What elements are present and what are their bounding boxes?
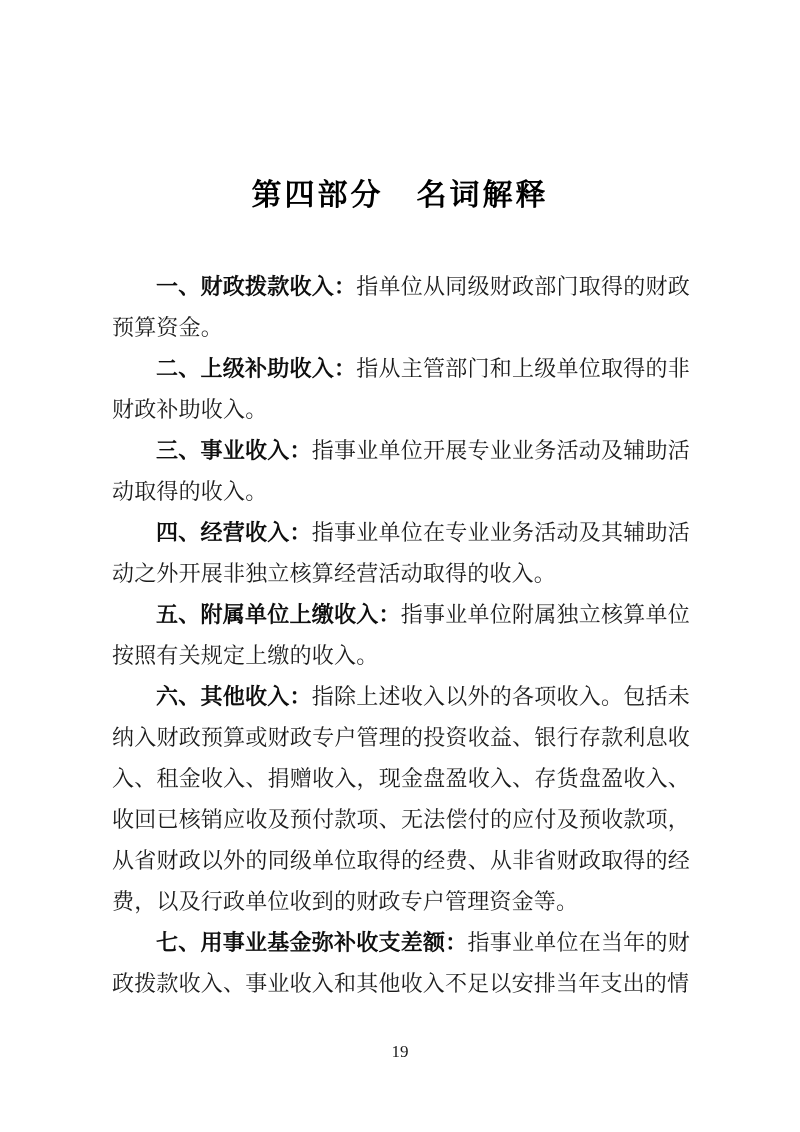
term-label: 三、事业收入： bbox=[156, 438, 312, 463]
definition-paragraph bbox=[112, 594, 690, 676]
term-label: 二、上级补助收入： bbox=[156, 356, 357, 381]
definition-paragraph bbox=[112, 676, 690, 922]
term-label: 四、经营收入： bbox=[156, 520, 312, 545]
term-label: 六、其他收入： bbox=[156, 684, 312, 709]
definition-text: 指单位从同级财政部门取得的财政预算资金。 bbox=[112, 274, 690, 340]
definition-text: 指事业单位附属独立核算单位按照有关规定上缴的收入。 bbox=[112, 602, 691, 668]
page-number: 19 bbox=[391, 1042, 409, 1061]
term-label: 七、用事业基金弥补收支差额： bbox=[156, 930, 468, 955]
definition-paragraph bbox=[112, 922, 690, 1004]
definition-text: 指事业单位在专业业务活动及其辅助活动之外开展非独立核算经营活动取得的收入。 bbox=[112, 520, 690, 586]
definition-text: 指除上述收入以外的各项收入。包括未纳入财政预算或财政专户管理的投资收益、银行存款利息收入、租金收入、捐赠收入，现金盘盈收入、存货盘盈收入、收回已核销应收及预付款项、无法偿付的应付及预收款项，从省财政以外的同级单位取得的经费、从非省财政取得的经费，以及行政单位收到的财政专户管理资金等。 bbox=[112, 684, 690, 914]
definition-paragraph bbox=[112, 430, 690, 512]
definition-text: 指事业单位在当年的财政拨款收入、事业收入和其他收入不足以安排当年支出的情 bbox=[112, 930, 690, 996]
definition-text: 指从主管部门和上级单位取得的非财政补助收入。 bbox=[112, 356, 690, 422]
definition-paragraph bbox=[112, 348, 690, 430]
definition-paragraph bbox=[112, 266, 690, 348]
term-label: 五、附属单位上缴收入： bbox=[156, 602, 401, 627]
definition-text: 指事业单位开展专业业务活动及辅助活动取得的收入。 bbox=[112, 438, 690, 504]
definition-paragraph bbox=[112, 512, 690, 594]
document-body bbox=[112, 266, 690, 1004]
page-title: 第四部分 名词解释 bbox=[251, 179, 549, 212]
term-label: 一、财政拨款收入： bbox=[156, 274, 357, 299]
